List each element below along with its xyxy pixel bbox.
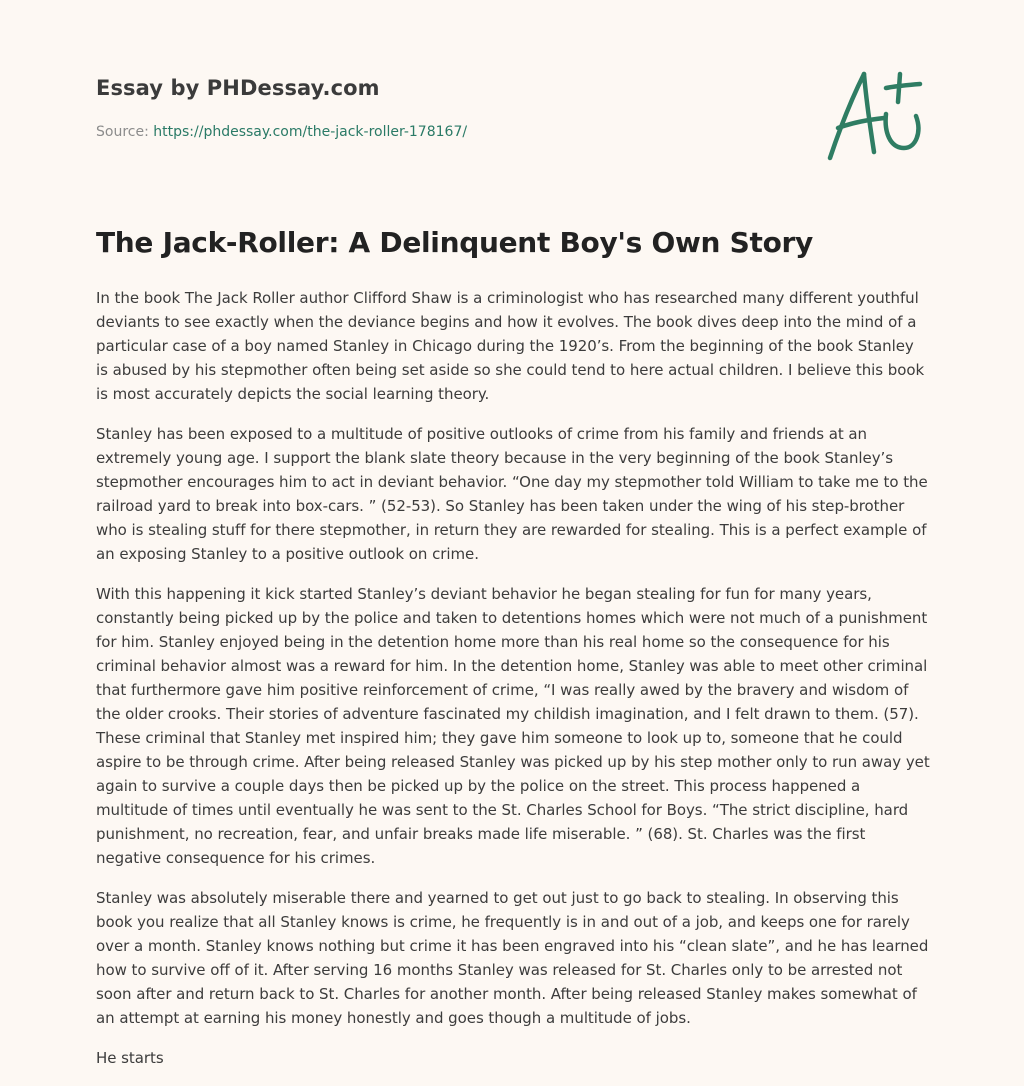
source-link[interactable]: https://phdessay.com/the-jack-roller-178167/ — [153, 124, 468, 140]
essay-title: The Jack-Roller: A Delinquent Boy's Own Story — [96, 226, 813, 259]
source-line — [96, 124, 467, 140]
essay-paragraph: In the book The Jack Roller author Clifford Shaw is a criminologist who has researched many different youthful deviants to see exactly when the deviance begins and how it evolves. The book dives deep into the mind of a particular case of a boy named Stanley in Chicago during the 1920’s. From the beginning of the book Stanley is abused by his stepmother often being set aside so she could tend to here actual children. I believe this book is most accurately depicts the social learning theory. — [96, 289, 925, 403]
essay-paragraph: Stanley was absolutely miserable there and yearned to get out just to go back to stealing. In observing this book you realize that all Stanley knows is crime, he frequently is in and out of a job, and keeps one for rarely over a month. Stanley knows nothing but crime it has been engraved into his “clean slate”, and he has learned how to survive off of it. After serving 16 months Stanley was released for St. Charles only to be arrested not soon after and return back to St. Charles for another month. After being released Stanley makes somewhat of an attempt at earning his money honestly and goes though a multitude of jobs. — [96, 889, 929, 1027]
source-label: Source: — [96, 124, 154, 140]
essay-paragraph: Stanley has been exposed to a multitude of positive outlooks of crime from his family and friends at an extremely young age. I support the blank slate theory because in the very beginning of the book Stanley’s stepmother encourages him to act in deviant behavior. “One day my stepmother told William to take me to the railroad yard to break into box-cars. ” (52-53). So Stanley has been taken under the wing of his step-brother who is stealing stuff for there stepmother, in return they are rewarded for stealing. This is a perfect example of an exposing Stanley to a positive outlook on crime. — [96, 425, 928, 563]
a-plus-logo-icon — [824, 68, 928, 164]
essay-body — [96, 286, 930, 1086]
site-brand: Essay by PHDessay.com — [96, 76, 380, 100]
essay-paragraph: He starts — [96, 1049, 164, 1067]
essay-paragraph: With this happening it kick started Stanley’s deviant behavior he began stealing for fun for many years, constantly being picked up by the police and taken to detentions homes which were not much of a punishment for him. Stanley enjoyed being in the detention home more than his real home so the consequence for his criminal behavior almost was a reward for him. In the detention home, Stanley was able to meet other criminal that furthermore gave him positive reinforcement of crime, “I was really awed by the bravery and wisdom of the older crooks. Their stories of adventure fascinated my childish imagination, and I felt drawn to them. (57). These criminal that Stanley met inspired him; they gave him someone to look up to, someone that he could aspire to be through crime. After being released Stanley was picked up by his step mother only to run away yet again to survive a couple days then be picked up by the police on the street. This process happened a multitude of times until eventually he was sent to the St. Charles School for Boys. “The strict discipline, hard punishment, no recreation, fear, and unfair breaks made life miserable. ” (68). St. Charles was the first negative consequence for his crimes. — [96, 585, 930, 867]
